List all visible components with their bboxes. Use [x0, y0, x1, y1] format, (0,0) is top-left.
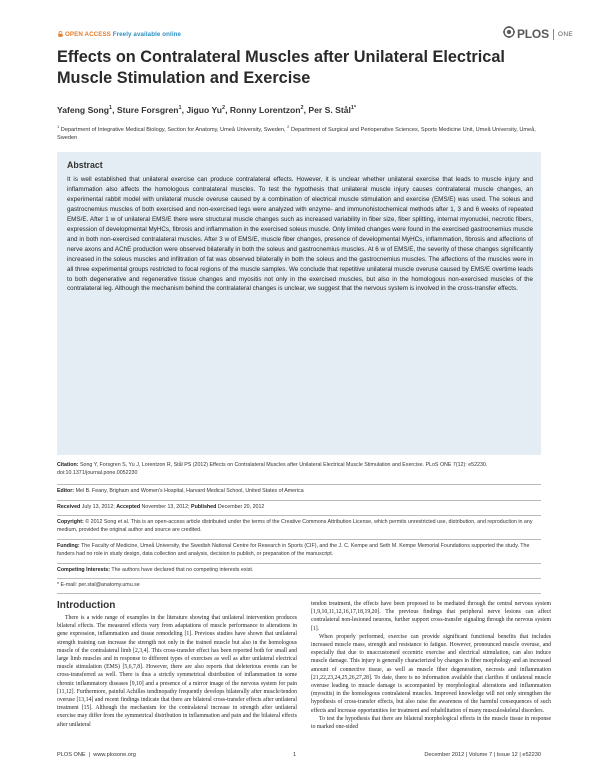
author-name: Per S. Stål [308, 105, 351, 115]
dates-line [57, 504, 541, 512]
accepted-label: Accepted [116, 504, 141, 510]
editor-line [57, 488, 541, 496]
body-column-right [311, 600, 551, 731]
citation-text: Song Y, Forsgren S, Yu J, Lorentzon R, Stål PS (2012) Effects on Contralateral Muscles after Unilateral Electrical Muscle Stimulation and Exercise. PLoS ONE 7(12): e52230. doi:10.1371/journal.pone.0052230 [57, 462, 488, 476]
author-name: Yafeng Song [57, 105, 110, 115]
open-access-banner [57, 31, 181, 38]
body-paragraph: tendon treatment, the effects have been proposed to be mediated through the central nervous system [1,9,10,11,12,16,17,18,19,20]. The previous findings that peripheral nerve lesions can affect contralateral non-lesioned neurons, further support cross-transfer signaling through the nervous system [1]. [311, 601, 551, 632]
author-name: Jiguo Yu [186, 105, 222, 115]
abstract-heading: Abstract [67, 160, 103, 170]
divider [57, 593, 541, 594]
copyright-text: © 2012 Song et al. This is an open-access article distributed under the terms of the Creative Commons Attribution License, which permits unrestricted use, distribution, and reproduction in any medium, provided the original author and source are credited. [57, 519, 533, 533]
funding-block [57, 543, 541, 558]
abstract-box [57, 152, 541, 455]
divider [57, 500, 541, 501]
accepted-date: November 13, 2012; [141, 504, 190, 510]
author-affil-mark: 1 [178, 105, 182, 111]
footer-journal: PLOS ONE | www.plosone.org [57, 752, 136, 758]
abstract-text: It is well established that unilateral exercise can produce contralateral effects. However, it is unclear whether unilateral exercise that leads to muscle injury and inflammation also affects the homologous contralateral muscles. To test the hypothesis that unilateral muscle injury causes contralateral muscle changes, an experimental rabbit model with unilateral muscle overuse caused by a combination of electrical muscle stimulation and exercise (EMS/E) was used. The soleus and gastrocnemius muscles of both exercised and non-exercised legs were analyzed with enzyme- and immunohistochemical methods after 1, 3 and 6 weeks of repeated EMS/E. After 1 w of unilateral EMS/E there were structural muscle changes such as increased variability in fiber size, fiber splitting, internal myonuclei, necrotic fibers, expression of developmental MyHCs, fibrosis and inflammation in the exercised soleus muscle. Only limited changes were found in the exercised gastrocnemius muscle and in both non-exercised contralateral muscles. After 3 w of EMS/E, muscle fiber changes, presence of developmental MyHCs, inflammation, fibrosis and affections of nerve axons and AChE production were observed bilaterally in both the soleus and gastrocnemius muscles. At 6 w of EMS/E, the severity of these changes significantly increased in the soleus muscles and infiltration of fat was observed bilaterally in both the soleus and the gastrocnemius muscles. The affections of the muscles were in all three experimental groups restricted to focal regions of the muscle samples. We conclude that repetitive unilateral muscle overuse caused by EMS/E overtime leads to both degenerative and regenerative tissue changes and myositis not only in the exercised muscles, but also in the homologous non-exercised muscles of the contralateral leg. Although the mechanism behind the contralateral changes is unclear, we suggest that the nervous system is involved in the cross-transfer effects. [67, 176, 533, 293]
copyright-label: Copyright: [57, 519, 84, 525]
journal-logo-word: PLOS [517, 27, 549, 41]
editor-label: Editor: [57, 488, 75, 494]
author-affil-mark: 1 [109, 105, 113, 111]
plos-logo-icon [503, 25, 515, 43]
author-affil-mark: 2 [300, 105, 304, 111]
editor-text: Mel B. Feany, Brigham and Women's Hospital, Harvard Medical School, United States of America [75, 488, 304, 494]
footer-url-link[interactable]: www.plosone.org [93, 752, 136, 758]
affil-text: Department of Surgical and Perioperative Sciences, Sports Medicine Unit, Umeå University, Umeå, Sweden [57, 126, 536, 142]
body-paragraph: When properly performed, exercise can provide significant functional benefits that includes increased muscle mass, strength and resistance to fatigue. However, pronounced muscle overuse, and especially that due to unaccustomed eccentric exercise and electrical stimulation, can also induce muscle damage. This injury is generally characterized by changes in fiber morphology and an increased amount of connective tissue, as well as muscle fiber degeneration, necrosis and inflammation [21,22,23,24,25,26,27,28]. To date, there is no information available that clarifies if unilateral muscle overuse leading to muscle damage is accompanied by morphological alterations and inflammation (myositis) in the homologous contralateral muscles. Improved knowledge will not only strengthen the hypothesis of cross-transfer effects, but also raise the awareness of the harmful consequences of such effects and increase opportunities for treatment and rehabilitation of many musculoskeletal disorders. [311, 633, 551, 714]
body-paragraph: To test the hypothesis that there are bilateral morphological effects in the muscle tissue in response to marked one-sided [311, 715, 551, 731]
footer-journal-name: PLOS ONE [57, 752, 86, 758]
published-date: December 20, 2012 [217, 504, 265, 510]
article-title: Effects on Contralateral Muscles after Unilateral Electrical Muscle Stimulation and Exercise [57, 48, 505, 87]
footer-issue: December 2012 | Volume 7 | Issue 12 | e52230 [424, 752, 541, 758]
open-access-icon [58, 31, 63, 37]
divider [57, 515, 541, 516]
competing-label: Competing Interests: [57, 567, 110, 573]
citation-block [57, 462, 541, 477]
received-label: Received [57, 504, 81, 510]
author-name: Sture Forsgren [116, 105, 179, 115]
journal-logo-sub: ONE [557, 30, 574, 38]
email-text[interactable]: * E-mail: per.stal@anatomy.umu.se [57, 582, 140, 588]
affil-number: 2 [287, 124, 290, 129]
page-number: 1 [293, 752, 297, 758]
competing-text: The authors have declared that no competing interests exist. [111, 567, 254, 573]
funding-text: The Faculty of Medicine, Umeå University, the Swedish National Centre for Research in Sports (CIF), and the J. C. Kempe and Seth M. Kempe Memorial Foundations supported the study. The funders had no role in study design, data collection and analysis, decision to publish, or preparation of the manuscript. [57, 543, 530, 557]
body-paragraph: There is a wide range of examples in the literature showing that unilateral intervention produces bilateral effects. The measured effects vary from adaptations of muscle performance to alterations in gene expression, inflammation and tissue remodeling [1]. Previous studies have shown that unilateral strength training can increase the strength not only in the trained muscle but also in the homologous muscle of the contralateral limb [2,3,4]. This cross-transfer effect has been reported both for small and large limb muscles and in response to different types of exercises as well as after unilateral electrical muscle stimulation (EMS) [5,6,7,8]. However, there are also reports that deleterious events can be cross-transferred as well. There is thus a strictly symmetrical distribution of inflammation in some chronic inflammatory diseases [9,10] and a presence of a mirror image of the nervous system for pain [11,12]. Furthermore, painful Achilles tendinopathy frequently develops bilaterally after muscle/tendon overuse [13,14] and recent findings indicate that there are bilateral cross-transfer effects after unilateral treatment [15]. Although the mechanism for the contralateral increase in strength after unilateral exercise may differ from the symmetrical distribution in inflammation and pain and the bilateral effects after unilateral [57, 615, 297, 728]
author-list: Yafeng Song$^1$, Sture Forsgren$^1$, Jiguo Yu$^2$, Ronny Lorentzon$^2$, Per S. Stål$^{1*}$ [57, 105, 357, 115]
journal-logo [503, 25, 573, 43]
section-heading-introduction: Introduction [57, 600, 116, 611]
funding-label: Funding: [57, 543, 80, 549]
competing-interests [57, 567, 541, 575]
author-name: Ronny Lorentzon [229, 105, 301, 115]
divider [57, 539, 541, 540]
received-date: July 13, 2012; [81, 504, 115, 510]
citation-label: Citation: [57, 462, 79, 468]
corresponding-email[interactable] [57, 582, 541, 590]
published-label: Published [191, 504, 217, 510]
copyright-block [57, 519, 541, 534]
author-affil-mark: 1* [350, 105, 357, 111]
divider [57, 484, 541, 485]
affil-number: 1 [57, 124, 60, 129]
affil-text: Department of Integrative Medical Biology, Section for Anatomy, Umeå University, Sweden, [60, 126, 286, 133]
logo-divider [553, 29, 554, 40]
freely-available-label: Freely available online [112, 31, 182, 38]
divider [57, 563, 541, 564]
body-column-left [57, 614, 297, 729]
divider [57, 578, 541, 579]
open-access-label: OPEN ACCESS [65, 31, 111, 38]
author-affil-mark: 2 [222, 105, 226, 111]
affiliations [57, 123, 557, 143]
